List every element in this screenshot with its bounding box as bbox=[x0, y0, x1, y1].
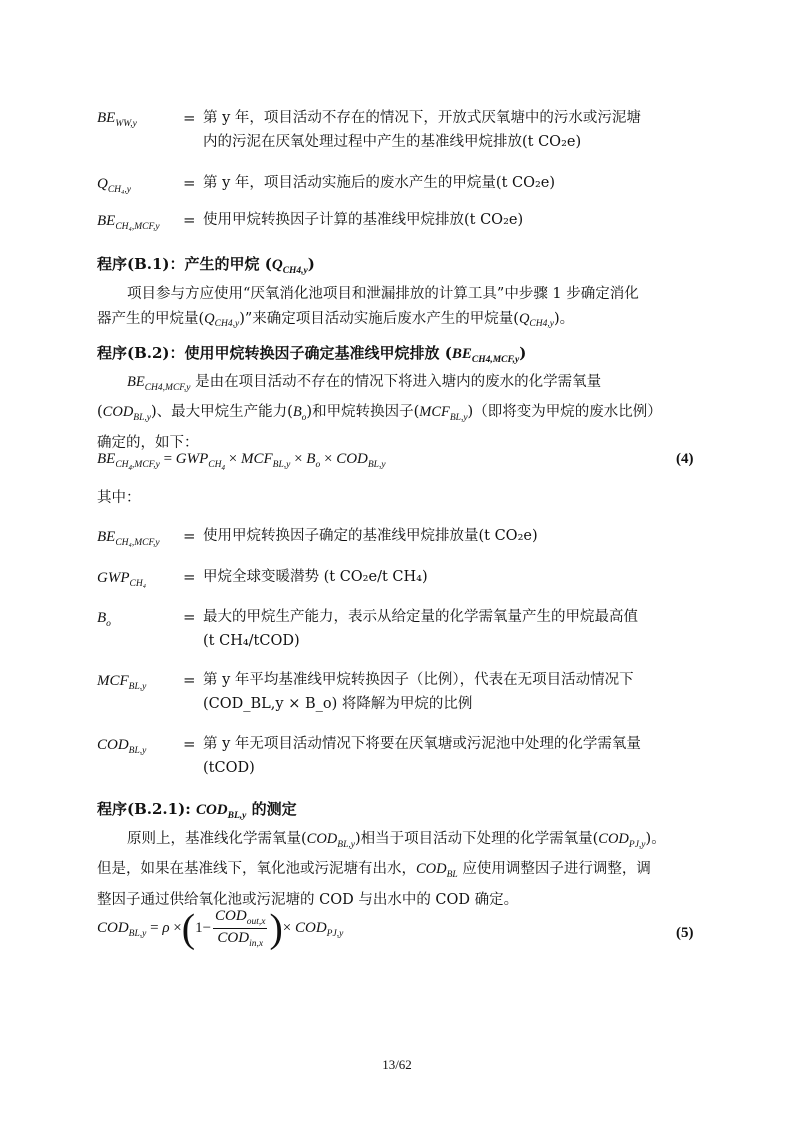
equals-sign: = bbox=[183, 568, 196, 586]
def-symbol: $Q_{CH_4,y}$ bbox=[97, 176, 131, 195]
def-symbol: $BE_{CH_4,MCF,y}$ bbox=[97, 529, 160, 548]
def-text: 第 y 年，项目活动实施后的废水产生的甲烷量(t CO₂e) bbox=[203, 175, 556, 191]
def-symbol: $BE_{WW,y}$ bbox=[97, 110, 137, 129]
equals-sign: = bbox=[183, 109, 196, 127]
def-symbol: $BE_{CH_4,MCF,y}$ bbox=[97, 213, 160, 232]
equals-sign: = bbox=[183, 608, 196, 626]
def-symbol: $GWP_{CH_4}$ bbox=[97, 570, 146, 589]
section-heading-b21: 程序(B.2.1): $COD_{BL,y}$ 的测定 bbox=[97, 800, 297, 821]
equation-number: (4) bbox=[676, 451, 694, 467]
equals-sign: = bbox=[183, 174, 196, 192]
page-number: 13/62 bbox=[382, 1057, 412, 1072]
paragraph-b2: $BE_{CH4,MCF,y}$ 是由在项目活动不存在的情况下将进入塘内的废水的化学需氧量 $(COD_{BL,y})$、最大甲烷生产能力$(B_o)$和甲烷转换因子$(MCF_{BL,y})$（即将变为甲烷的废水比例） 确定的，如下： bbox=[97, 374, 662, 451]
section-heading-b1: 程序(B.1)：产生的甲烷 $(Q_{CH4,y})$ bbox=[97, 255, 315, 276]
def-text: 甲烷全球变暖潜势 (t CO₂e/t CH₄) bbox=[203, 569, 428, 585]
def-symbol: $COD_{BL,y}$ bbox=[97, 737, 147, 756]
equals-sign: = bbox=[183, 671, 196, 689]
def-symbol: $B_o$ bbox=[97, 610, 111, 629]
def-symbol: $MCF_{BL,y}$ bbox=[97, 673, 147, 692]
equation-number: (5) bbox=[676, 925, 694, 941]
equals-sign: = bbox=[183, 211, 196, 229]
equals-sign: = bbox=[183, 527, 196, 545]
section-heading-b2: 程序(B.2)：使用甲烷转换因子确定基准线甲烷排放 $(BE_{CH4,MCF,y})$ bbox=[97, 344, 527, 365]
def-text: 第 y 年，项目活动不存在的情况下，开放式厌氧塘中的污水或污泥塘 内的污泥在厌氧处理过程中产生的基准线甲烷排放(t CO₂e) bbox=[203, 110, 641, 150]
def-text: 第 y 年无项目活动情况下将要在厌氧塘或污泥池中处理的化学需氧量 (tCOD) bbox=[203, 736, 641, 776]
formula-4: $BE_{CH_4,MCF,y} = GWP_{CH_4} \times MCF_{BL,y} \times B_o \times COD_{BL,y}$ bbox=[97, 451, 386, 472]
def-text: 使用甲烷转换因子确定的基准线甲烷排放量(t CO₂e) bbox=[203, 528, 538, 544]
equals-sign: = bbox=[183, 735, 196, 753]
paragraph-b21: 原则上，基准线化学需氧量$(COD_{BL,y})$相当于项目活动下处理的化学需氧量$(COD_{PJ,y})$。 但是，如果在基准线下，氧化池或污泥塘有出水，$COD_{BL}$ 应使用调整因子进行调整，调 整因子通过供给氧化池或污泥塘的 COD 与出水中的 COD 确定。 bbox=[97, 831, 666, 908]
def-text: 最大的甲烷生产能力，表示从给定量的化学需氧量产生的甲烷最高值 (t CH₄/tCOD) bbox=[203, 609, 638, 649]
where-label: 其中： bbox=[97, 490, 141, 506]
paragraph-b1: 项目参与方应使用“厌氧消化池项目和泄漏排放的计算工具”中步骤 1 步确定消化 器产生的甲烷量$(Q_{CH4,y})$”来确定项目活动实施后废水产生的甲烷量$(Q_{CH4,y})$。 bbox=[97, 286, 639, 330]
def-text: 使用甲烷转换因子计算的基准线甲烷排放(t CO₂e) bbox=[203, 212, 524, 228]
formula-5: $COD_{BL,y} = \rho \times(1-$ $\frac{COD_{out,x}}{COD_{in,x}}$ )× $COD_{PJ,y}$ bbox=[97, 905, 344, 951]
def-text: 第 y 年平均基准线甲烷转换因子（比例），代表在无项目活动情况下 (COD_BL,y × B_o) 将降解为甲烷的比例 bbox=[203, 672, 634, 712]
